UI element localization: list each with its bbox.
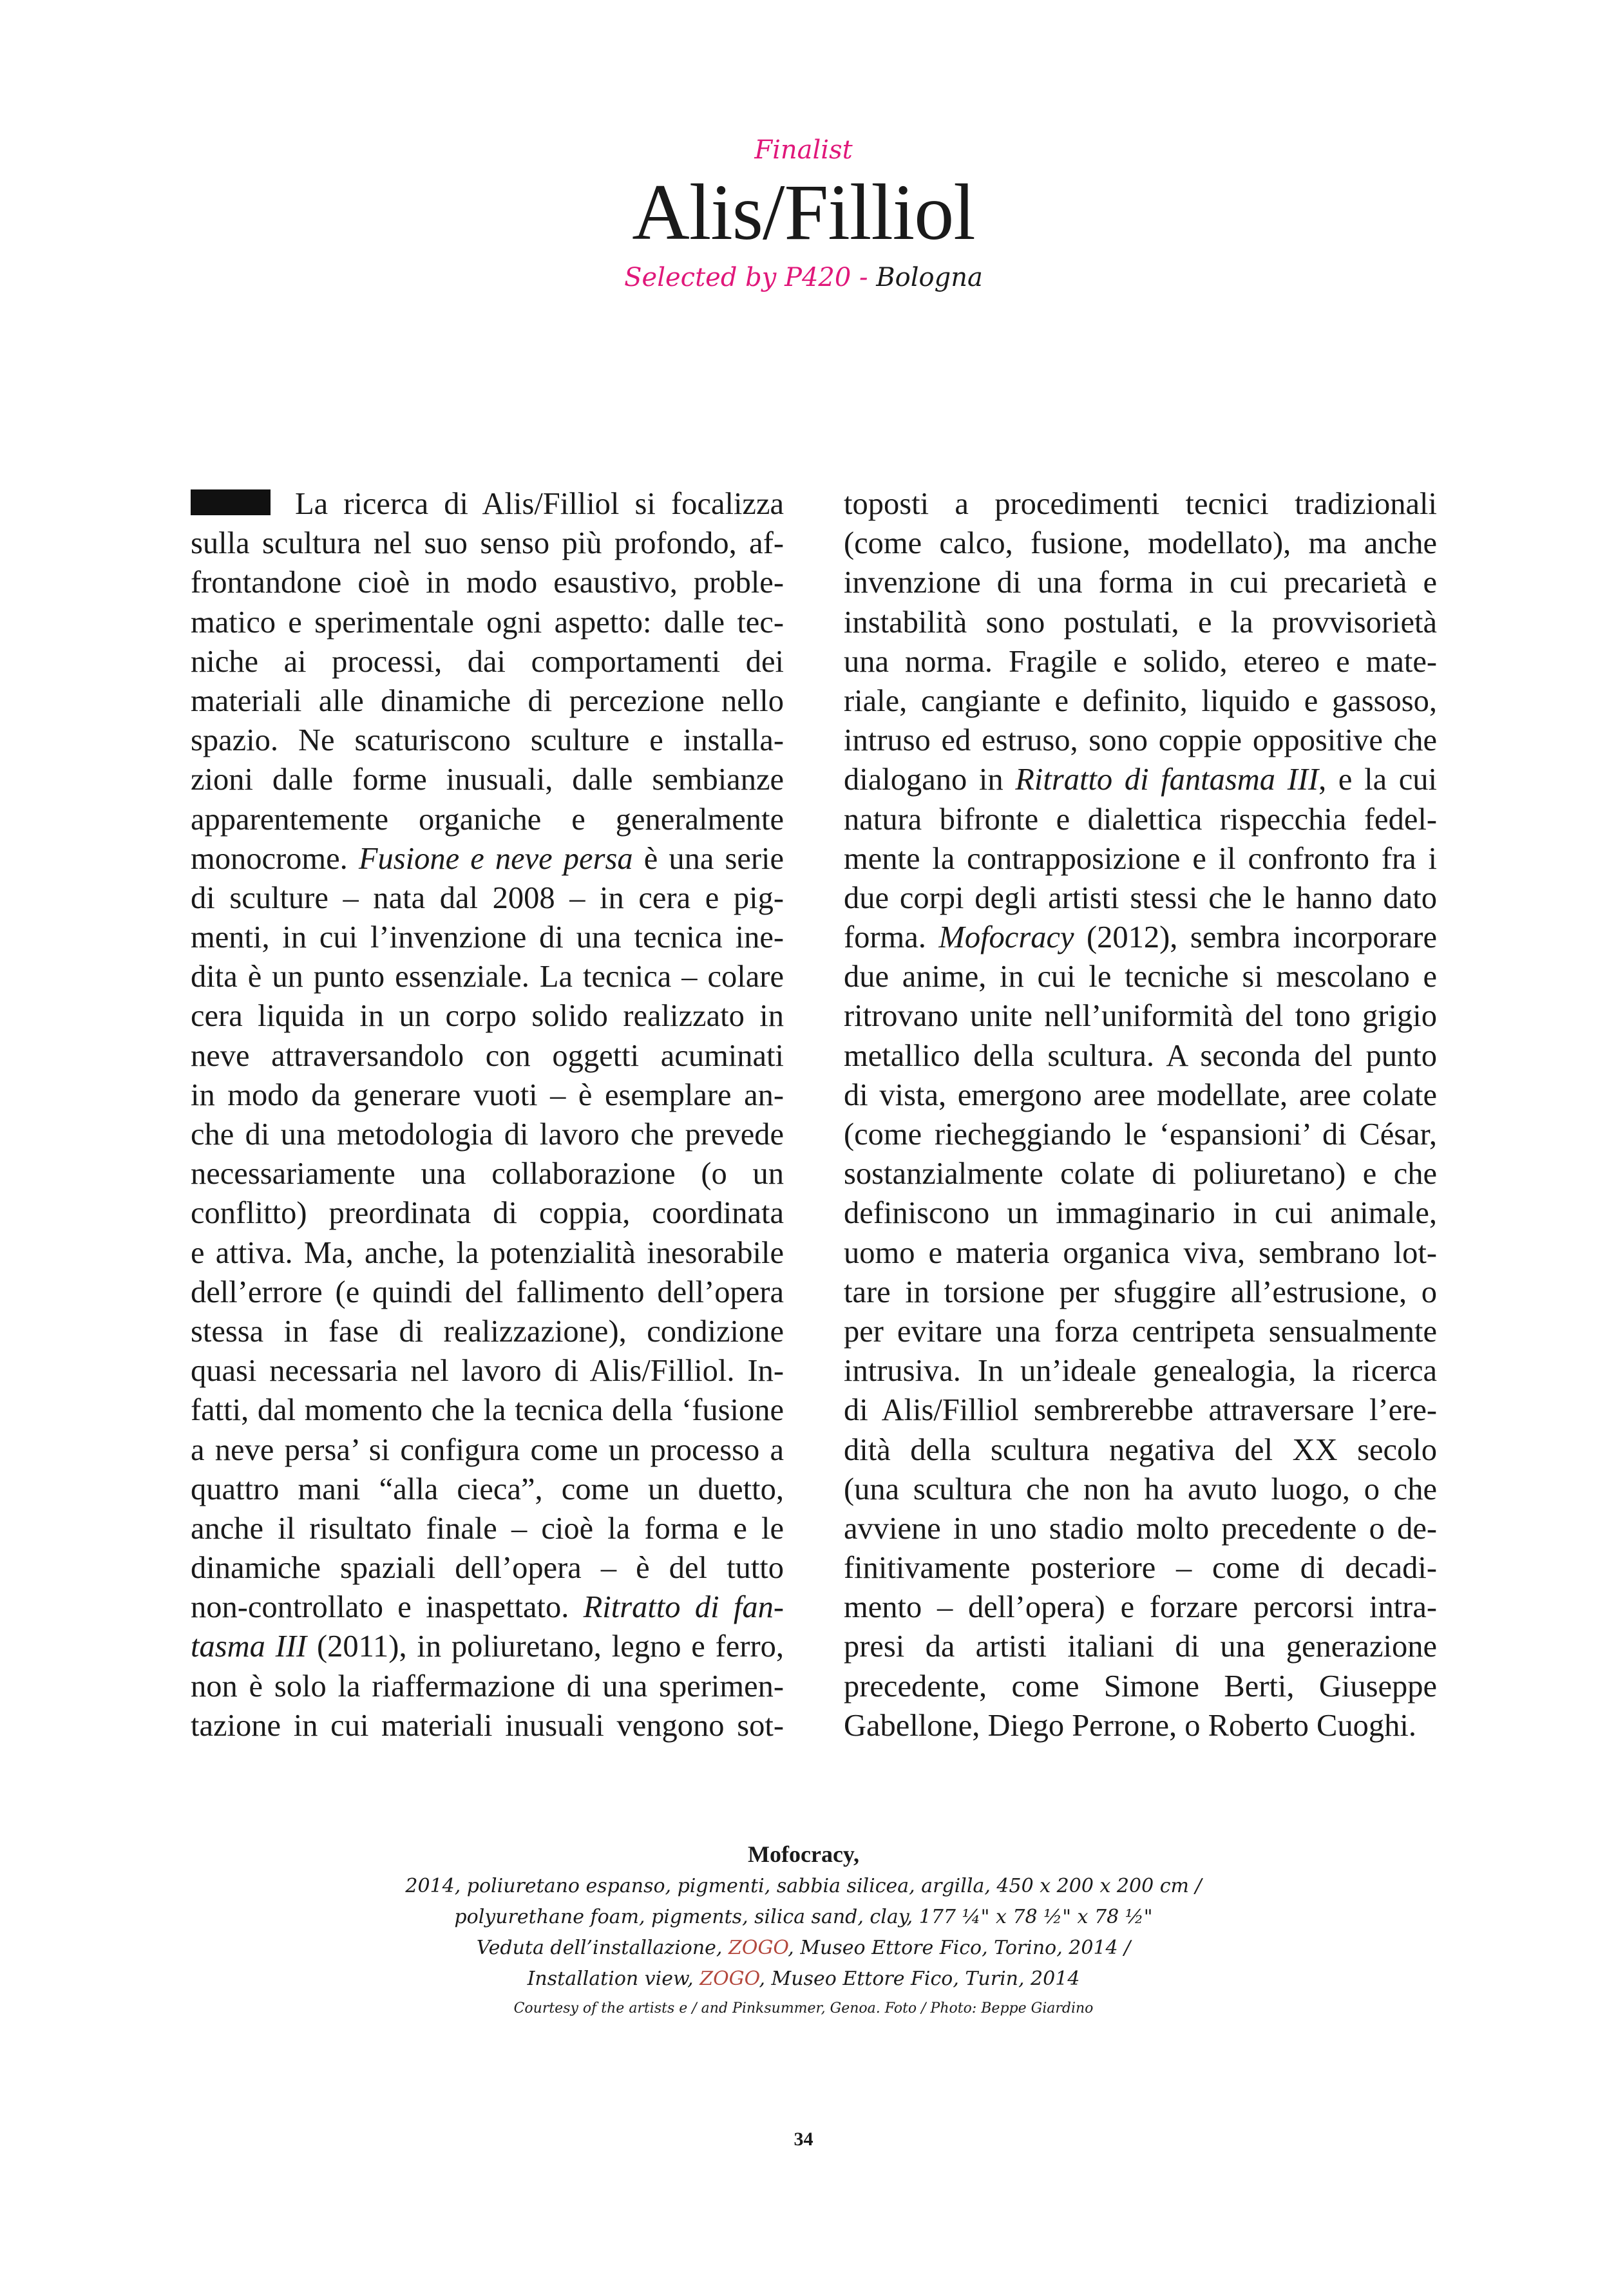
text-line: definiscono un immaginario in cui animale, — [844, 1196, 1437, 1231]
work-title-mofocracy: Mofocracy — [938, 920, 1074, 955]
text-line: cera liquida in un corpo solido realizzato in — [191, 999, 784, 1034]
text-line: niche ai processi, dai comportamenti dei — [191, 644, 784, 679]
selected-by-place: Bologna — [876, 263, 983, 292]
text-line: fatti, dal momento che la tecnica della ‘fusione — [191, 1393, 784, 1428]
work-title-ritratto: Ritratto di fan- — [583, 1590, 784, 1625]
artist-title: Alis/Filliol — [632, 168, 975, 256]
text-line: forma. Mofocracy (2012), sembra incorporare — [844, 920, 1437, 955]
caption-line: Veduta dell’installazione, ZOGO, Museo Ettore Fico, Torino, 2014 / — [476, 1937, 1131, 1959]
text-line: (come riecheggiando le ‘espansioni’ di César, — [844, 1117, 1437, 1152]
caption-line: Installation view, ZOGO, Museo Ettore Fico, Turin, 2014 — [527, 1968, 1080, 1990]
text-line: e attiva. Ma, anche, la potenzialità inesorabile — [191, 1235, 784, 1270]
selected-by-label: Selected by P420 - — [624, 263, 877, 292]
page-number: 34 — [794, 2129, 813, 2150]
text-line: sostanzialmente colate di poliuretano) e che — [844, 1157, 1437, 1191]
text-line: metallico della scultura. A seconda del punto — [844, 1038, 1437, 1073]
zogo-label: ZOGO — [728, 1937, 788, 1959]
caption-credit: Courtesy of the artists e / and Pinksummer, Genoa. Foto / Photo: Beppe Giardino — [513, 2000, 1094, 2016]
text-line: dell’errore (e quindi del fallimento dell’opera — [191, 1275, 784, 1309]
text-line: apparentemente organiche e generalmente — [191, 802, 784, 837]
text-line: monocrome. Fusione e neve persa è una serie — [191, 841, 784, 876]
text-line: di vista, emergono aree modellate, aree colate — [844, 1077, 1437, 1112]
text-line: di Alis/Filliol sembrerebbe attraversare l’ere- — [844, 1393, 1437, 1428]
text-line: instabilità sono postulati, e la provvisorietà — [844, 605, 1437, 640]
text-line: quasi necessaria nel lavoro di Alis/Filliol. In- — [191, 1354, 784, 1389]
text-line: una norma. Fragile e solido, etereo e mate- — [844, 644, 1437, 679]
text-line: mento – dell’opera) e forzare percorsi intra- — [844, 1590, 1437, 1625]
text-line: materiali alle dinamiche di percezione nello — [191, 683, 784, 718]
text-line: tare in torsione per sfuggire all’estrusione, o — [844, 1275, 1437, 1309]
text-line: spazio. Ne scaturiscono sculture e installa- — [191, 723, 784, 758]
body-right-column — [844, 484, 1437, 1745]
text-line: in modo da generare vuoti – è esemplare an- — [191, 1077, 784, 1112]
text-line: stessa in fase di realizzazione), condizione — [191, 1314, 784, 1349]
text-line: quattro mani “alla cieca”, come un duetto, — [191, 1472, 784, 1506]
text-line: dita è un punto essenziale. La tecnica – colare — [191, 960, 784, 994]
text-line: menti, in cui l’invenzione di una tecnica ine- — [191, 920, 784, 955]
text-line: mente la contrapposizione e il confronto fra i — [844, 841, 1437, 876]
text-line: intruso ed estruso, sono coppie oppositive che — [844, 723, 1437, 758]
text-line: riale, cangiante e definito, liquido e gassoso, — [844, 683, 1437, 718]
work-title-ritratto-cont: tasma III — [191, 1629, 307, 1664]
text-line: a neve persa’ si configura come un processo a — [191, 1432, 784, 1467]
text-line: che di una metodologia di lavoro che prevede — [191, 1117, 784, 1152]
text-line: natura bifronte e dialettica rispecchia fedel- — [844, 802, 1437, 837]
text-line: (come calco, fusione, modellato), ma anche — [844, 526, 1437, 561]
text-line: conflitto) preordinata di coppia, coordinata — [191, 1196, 784, 1231]
text-line: ritrovano unite nell’uniformità del tono grigio — [844, 999, 1437, 1034]
text-line: neve attraversandolo con oggetti acuminati — [191, 1038, 784, 1073]
text-line: finitivamente posteriore – come di decadi- — [844, 1551, 1437, 1586]
text-line: due corpi degli artisti stessi che le hanno dato — [844, 880, 1437, 915]
text-line: necessariamente una collaborazione (o un — [191, 1157, 784, 1191]
text-line: due anime, in cui le tecniche si mescolano e — [844, 960, 1437, 994]
text-line: toposti a procedimenti tecnici tradizionali — [844, 487, 1437, 521]
work-title-ritratto: Ritratto di fantasma III — [1015, 763, 1319, 797]
text-line: non-controllato e inaspettato. Ritratto di fan- — [191, 1590, 784, 1625]
paragraph-marker — [191, 489, 271, 515]
text-line: matico e sperimentale ogni aspetto: dalle tec- — [191, 605, 784, 640]
image-caption — [0, 1837, 1607, 2023]
text-line: uomo e materia organica viva, sembrano lot- — [844, 1235, 1437, 1270]
body-left-column — [191, 484, 784, 1745]
text-line: frontandone cioè in modo esaustivo, proble- — [191, 565, 784, 600]
text-line: dialogano in Ritratto di fantasma III, e la cui — [844, 763, 1438, 797]
text-line: precedente, come Simone Berti, Giuseppe — [844, 1669, 1437, 1703]
caption-line: polyurethane foam, pigments, silica sand, clay, 177 ¼" x 78 ½" x 78 ½" — [454, 1906, 1153, 1928]
text-line: di sculture – nata dal 2008 – in cera e pig- — [191, 880, 784, 915]
selected-by — [0, 263, 1607, 292]
text-line: tazione in cui materiali inusuali vengono sot- — [191, 1708, 784, 1743]
text-line: Gabellone, Diego Perrone, o Roberto Cuoghi. — [844, 1708, 1416, 1743]
text-line: La ricerca di Alis/Filliol si focalizza — [191, 484, 784, 524]
text-line: per evitare una forza centripeta sensualmente — [844, 1314, 1437, 1349]
work-title-fusione: Fusione e neve persa — [358, 841, 633, 876]
text-line: presi da artisti italiani di una generazione — [844, 1629, 1437, 1664]
caption-title: Mofocracy, — [748, 1841, 859, 1867]
text-line: intrusiva. In un’ideale genealogia, la ricerca — [844, 1354, 1437, 1389]
text-line: (una scultura che non ha avuto luogo, o che — [844, 1472, 1437, 1506]
kicker-finalist: Finalist — [754, 135, 853, 165]
text-line: zioni dalle forme inusuali, dalle sembianze — [191, 763, 784, 797]
zogo-label: ZOGO — [699, 1968, 759, 1990]
text-line: dinamiche spaziali dell’opera – è del tutto — [191, 1551, 784, 1586]
text-line: tasma III (2011), in poliuretano, legno e ferro, — [191, 1629, 784, 1664]
text-line: dità della scultura negativa del XX secolo — [844, 1432, 1437, 1467]
text-line: invenzione di una forma in cui precarietà e — [844, 565, 1437, 600]
text-line: non è solo la riaffermazione di una sperimen- — [191, 1669, 784, 1703]
caption-line: 2014, poliuretano espanso, pigmenti, sabbia silicea, argilla, 450 x 200 x 200 cm / — [405, 1875, 1202, 1897]
text-line: avviene in uno stadio molto precedente o de- — [844, 1511, 1437, 1546]
text-line: anche il risultato finale – cioè la forma e le — [191, 1511, 784, 1546]
text-line: sulla scultura nel suo senso più profondo, af- — [191, 526, 784, 561]
